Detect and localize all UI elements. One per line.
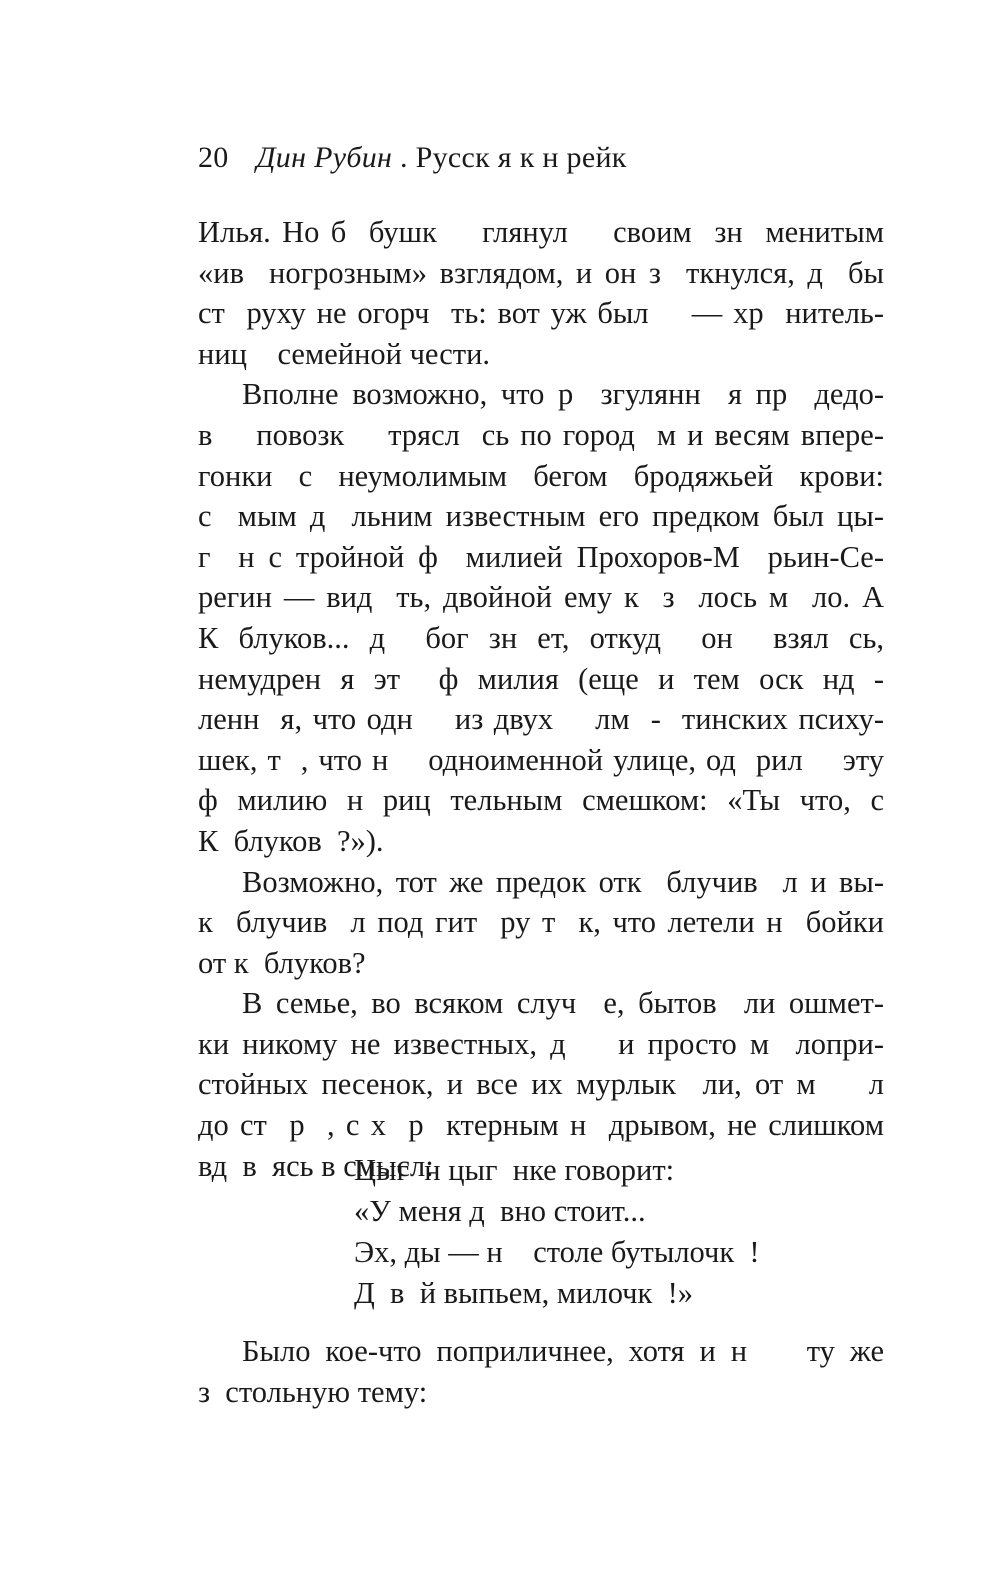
paragraph bbox=[198, 212, 884, 374]
text-line: с мым д льним известным его предком был цы- bbox=[198, 499, 884, 534]
verse-line: Цыг н цыг нке говорит: bbox=[354, 1153, 675, 1187]
text-line: Илья. Но б бушк глянул своим зн менитым bbox=[198, 215, 884, 249]
text-line: к блучив л под гит ру т к, что летели н бойки bbox=[198, 905, 884, 940]
text-line: г н с тройной ф милией Прохоров-М рьин-Се- bbox=[198, 539, 884, 574]
text-line: К блуков... д бог зн ет, откуд он взял сь, bbox=[198, 620, 884, 655]
text-line: Возможно, тот же предок отк блучив л и вы- bbox=[242, 864, 884, 899]
text-line: Было кое-что поприличнее, хотя и н ту же bbox=[242, 1334, 884, 1368]
text-line: з стольную тему: bbox=[198, 1374, 428, 1409]
text-line: Вполне возможно, что р згулянн я пр дедо- bbox=[242, 377, 884, 412]
body-text bbox=[198, 212, 884, 1186]
text-line: немудрен я эт ф милия (еще и тем оск нд - bbox=[198, 661, 884, 696]
paragraph bbox=[198, 374, 884, 861]
text-line: до ст р , с х р ктерным н дрывом, не слишком bbox=[198, 1108, 884, 1143]
text-line: вд в ясь в смысл: bbox=[198, 1148, 434, 1183]
text-line: ст руху не огорч ть: вот уж был — хр нитель- bbox=[198, 296, 884, 331]
verse-line: Эх, ды — н столе бутылочк ! bbox=[354, 1235, 760, 1269]
text-line: К блуков ?»). bbox=[198, 823, 384, 858]
text-line: гонки с неумолимым бегом бродяжьей крови: bbox=[198, 458, 884, 493]
text-line: «ив ногрозным» взглядом, и он з ткнулся, д бы bbox=[198, 255, 884, 290]
page-number: 20 bbox=[198, 141, 229, 174]
text-line: В семье, во всяком случ е, бытов ли ошмет- bbox=[242, 986, 884, 1021]
paragraph bbox=[198, 862, 884, 984]
text-line: ф милию н риц тельным смешком: «Ты что, с bbox=[198, 783, 884, 818]
text-line: в повозк трясл сь по город м и весям вперe- bbox=[198, 417, 884, 452]
running-head-author: Дин Рубин bbox=[256, 141, 393, 174]
text-line: шек, т , что н одноименной улице, од рил эту bbox=[198, 742, 884, 777]
text-line: от к блуков? bbox=[198, 945, 366, 980]
verse-line: Д в й выпьем, милочк !» bbox=[354, 1276, 693, 1310]
text-line: ниц семейной чести. bbox=[198, 336, 491, 371]
text-line: ленн я, что одн из двух лм - тинских психу- bbox=[198, 702, 884, 737]
closing-paragraph bbox=[198, 1331, 884, 1412]
text-line: регин — вид ть, двойной ему к з лось м ло. А bbox=[198, 580, 884, 615]
running-head-title: . Русск я к н рейк bbox=[400, 141, 627, 174]
verse-line: «У меня д вно стоит... bbox=[354, 1194, 646, 1228]
text-line: ки никому не известных, д и просто м лопри- bbox=[198, 1026, 884, 1061]
running-head bbox=[198, 140, 627, 176]
text-line: стойных песенок, и все их мурлык ли, от м л bbox=[198, 1067, 884, 1102]
verse-block bbox=[354, 1150, 760, 1314]
